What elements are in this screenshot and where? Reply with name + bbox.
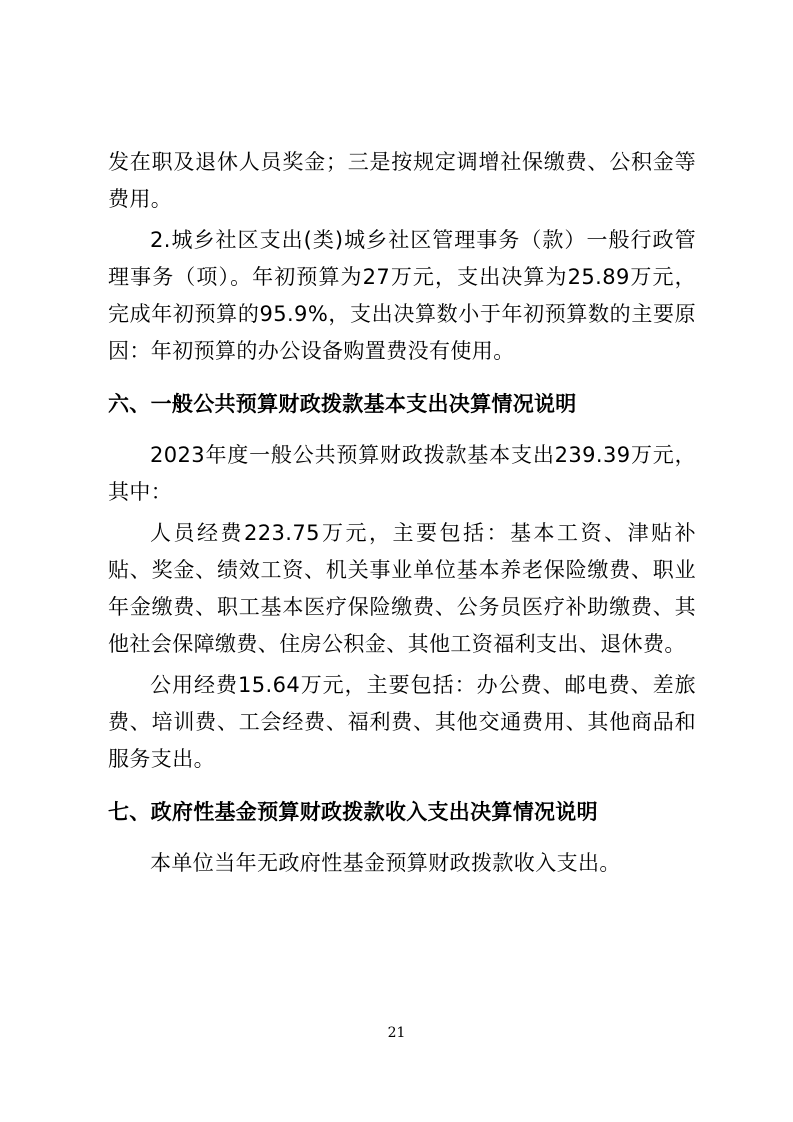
page-body (108, 144, 696, 882)
paragraph-personnel-expenses: 人员经费223.75万元，主要包括：基本工资、津贴补贴、奖金、绩效工资、机关事业单位基本养老保险缴费、职业年金缴费、职工基本医疗保险缴费、公务员医疗补助缴费、其他社会保障缴费、住房公积金、其他工资福利支出、退休费。 (108, 521, 696, 656)
page-number: 21 (387, 1025, 406, 1041)
paragraph-government-fund: 本单位当年无政府性基金预算财政拨款收入支出。 (150, 851, 621, 875)
section-heading-7: 七、政府性基金预算财政拨款收入支出决算情况说明 (108, 800, 598, 824)
paragraph-continuation: 发在职及退休人员奖金；三是按规定调增社保缴费、公积金等费用。 (108, 150, 696, 211)
section-heading-6: 六、一般公共预算财政拨款基本支出决算情况说明 (108, 392, 577, 416)
paragraph-urban-rural-expenditure: 2.城乡社区支出(类)城乡社区管理事务（款）一般行政管理事务（项）。年初预算为27万元，支出决算为25.89万元，完成年初预算的95.9%，支出决算数小于年初预算数的主要原因：年初预算的办公设备购置费没有使用。 (108, 228, 696, 363)
paragraph-basic-expenditure-total: 2023年度一般公共预算财政拨款基本支出239.39万元，其中： (108, 443, 696, 504)
paragraph-public-expenses: 公用经费15.64万元，主要包括：办公费、邮电费、差旅费、培训费、工会经费、福利费、其他交通费用、其他商品和服务支出。 (108, 673, 696, 771)
